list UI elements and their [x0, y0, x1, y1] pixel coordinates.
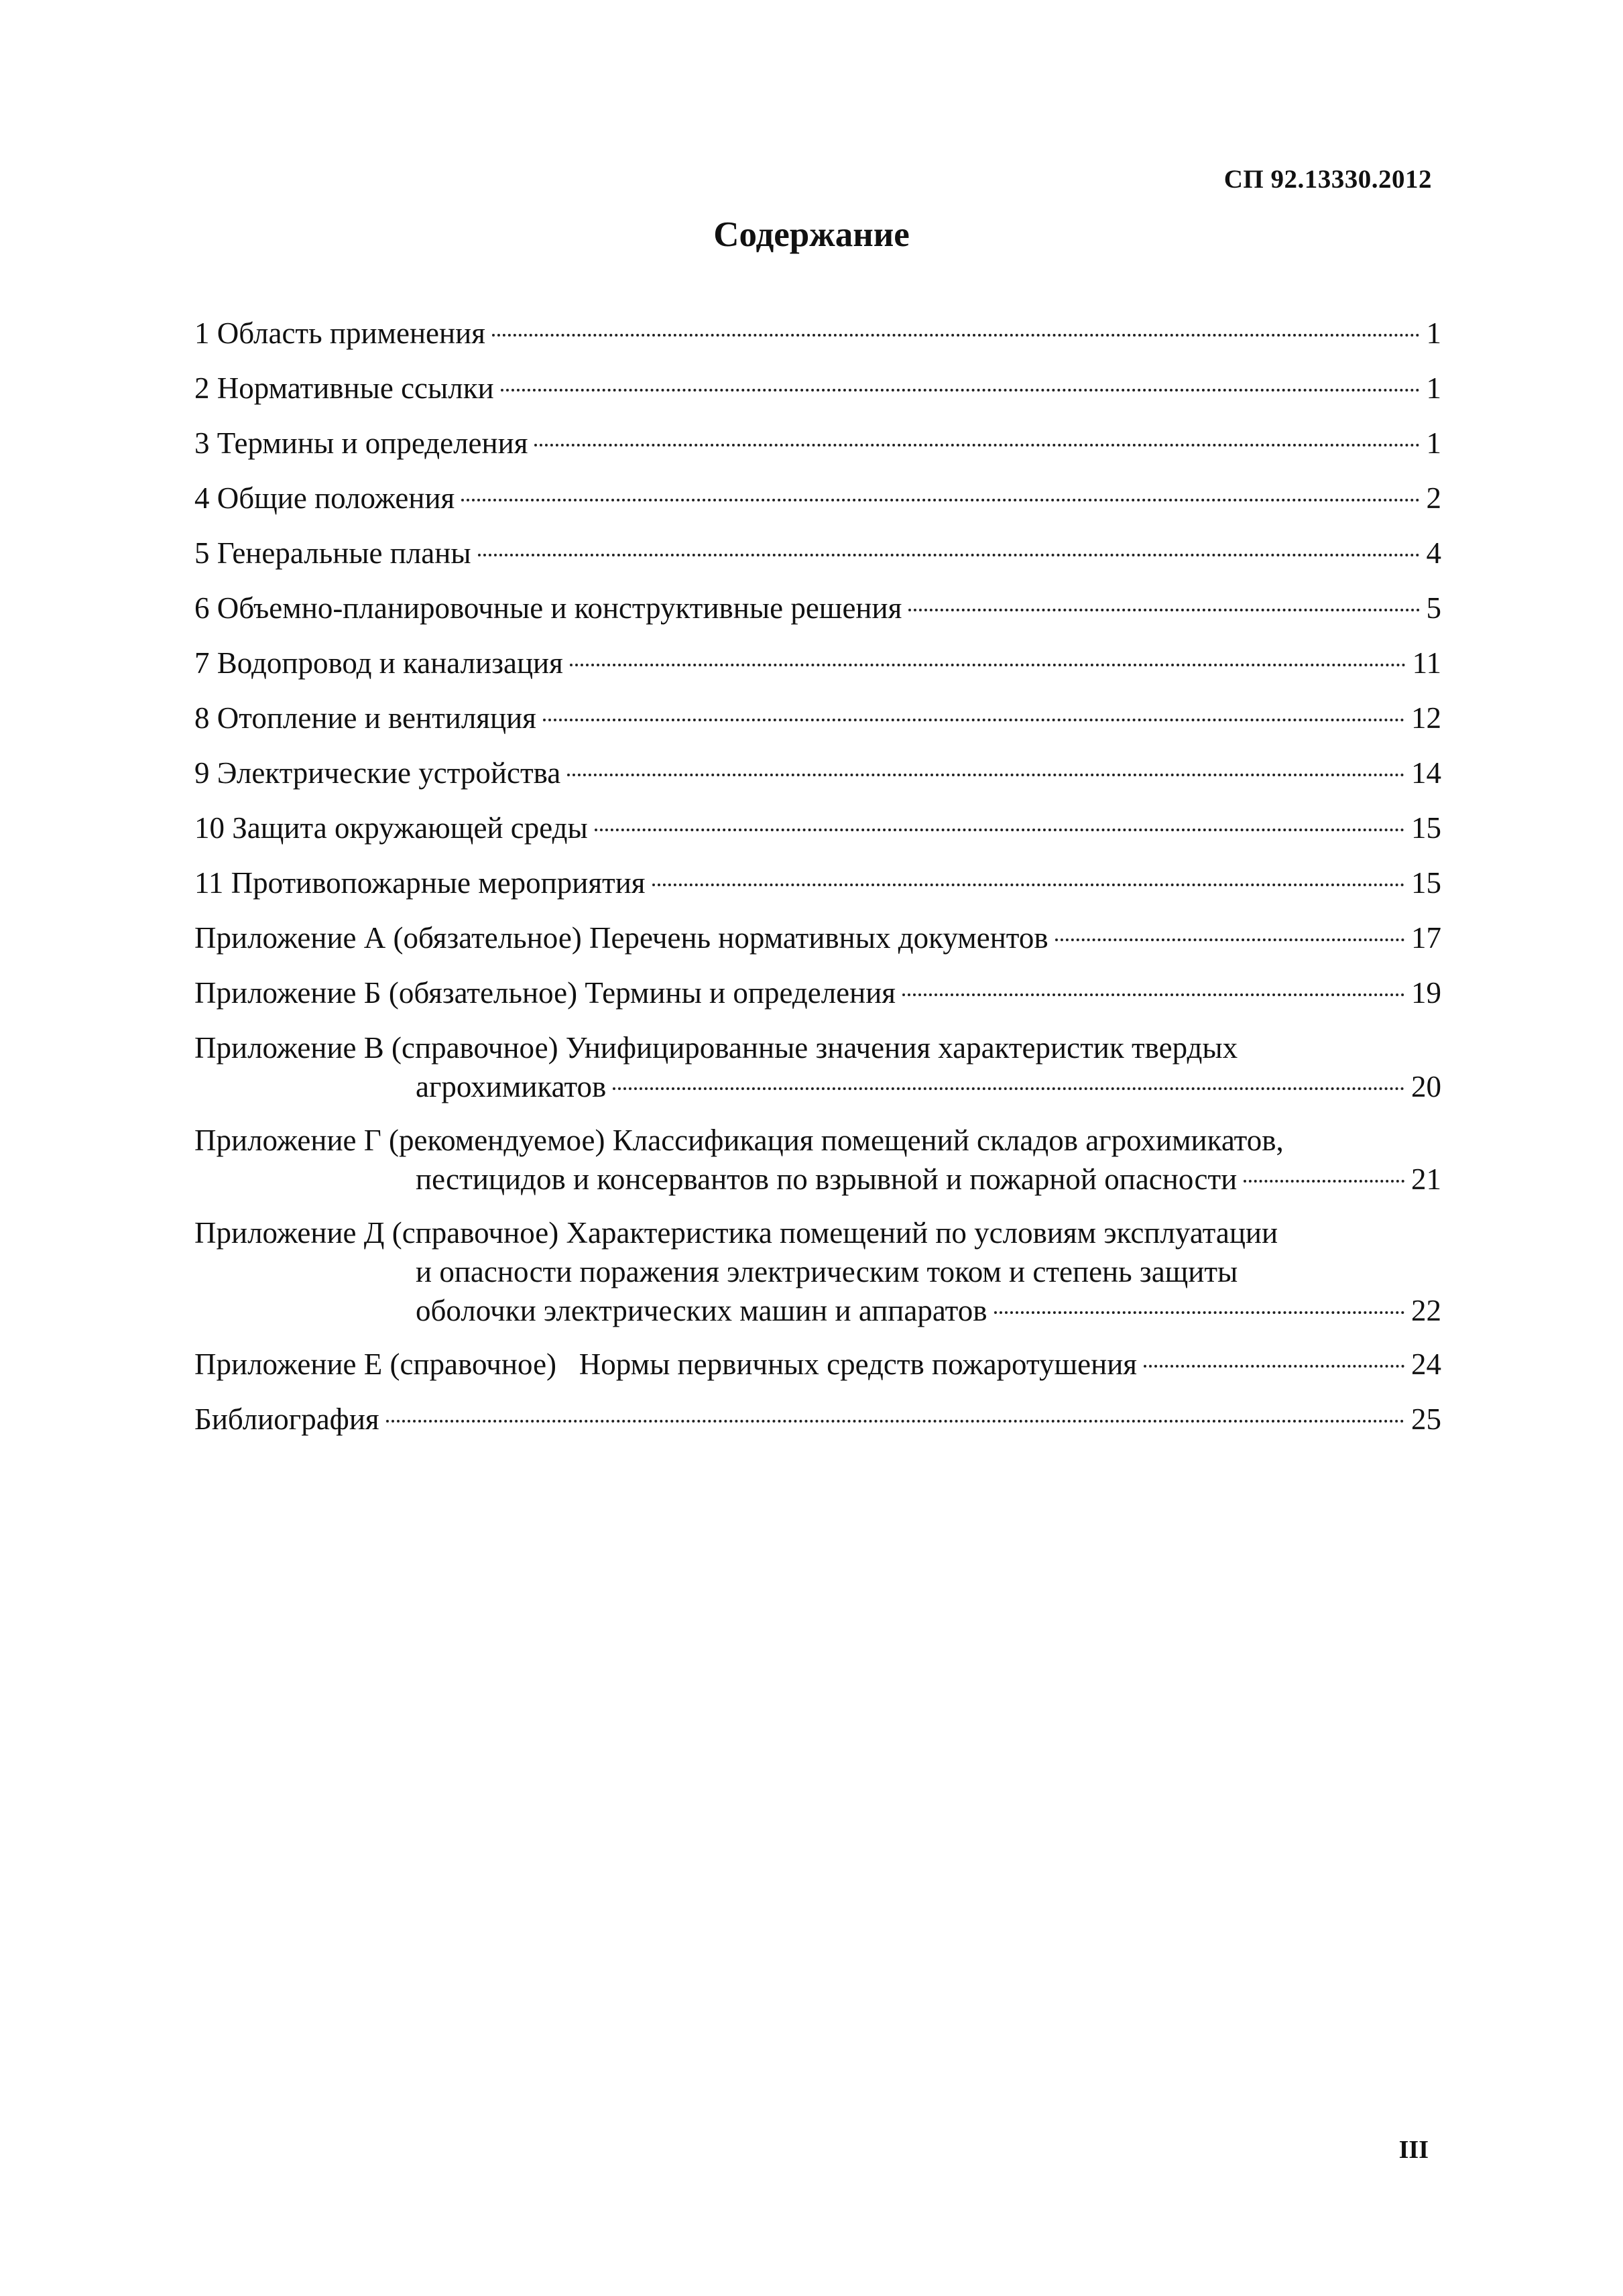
toc-entry-page-number: 25: [1411, 1402, 1441, 1436]
dot-leader: [534, 444, 1419, 446]
toc-entry-label-line: 9 Электрические устройства: [194, 756, 561, 790]
dot-leader: [570, 664, 1406, 666]
document-code: СП 92.13330.2012: [1223, 165, 1432, 194]
toc-entry: [194, 973, 1441, 1012]
toc-entry-page-number: 1: [1426, 426, 1441, 460]
toc-entry-page-number: 5: [1426, 591, 1441, 625]
toc-entry-label-line: Приложение Г (рекомендуемое) Классификация помещений складов агрохимикатов,: [194, 1124, 1284, 1157]
toc-entry-label-line: Приложение Е (справочное) Нормы первичных средств пожаротушения: [194, 1347, 1138, 1381]
dot-leader: [492, 334, 1420, 337]
toc-entry: [194, 589, 1441, 627]
toc-entry-page-number: 21: [1411, 1162, 1441, 1196]
dot-leader: [994, 1311, 1405, 1314]
toc-entry-page-number: 15: [1411, 866, 1441, 900]
toc-entry: [194, 369, 1441, 408]
toc-entry-label-line: агрохимикатов: [416, 1070, 607, 1103]
toc-entry-label-line: Библиография: [194, 1402, 379, 1436]
toc-entry-label-line: Приложение В (справочное) Унифицированные значения характеристик твердых: [194, 1031, 1238, 1065]
toc-entry-page-number: 20: [1411, 1070, 1441, 1103]
toc-entry-page-number: 19: [1411, 976, 1441, 1010]
dot-leader: [652, 884, 1405, 886]
toc-entry: [194, 1345, 1441, 1384]
toc-entry: [194, 424, 1441, 463]
toc-entry-label-line: оболочки электрических машин и аппаратов: [416, 1294, 987, 1327]
toc-entry-page-number: 17: [1411, 921, 1441, 955]
toc-entry-label-line: Приложение Б (обязательное) Термины и определения: [194, 976, 896, 1010]
dot-leader: [908, 609, 1419, 611]
toc-entry-page-number: 11: [1412, 646, 1441, 680]
toc-entry: [194, 644, 1441, 682]
page-number: III: [1398, 2136, 1429, 2164]
dot-leader: [567, 774, 1404, 776]
toc-entry-page-number: 4: [1426, 536, 1441, 570]
dot-leader: [461, 499, 1419, 501]
toc-entry-label-line: Приложение Д (справочное) Характеристика помещений по условиям эксплуатации: [194, 1216, 1278, 1250]
toc-entry: [194, 1028, 1441, 1106]
toc-entry: [194, 479, 1441, 518]
toc-entry-label-line: 1 Область применения: [194, 316, 485, 350]
toc-entry-page-number: 22: [1411, 1294, 1441, 1327]
toc-entry-page-number: 2: [1426, 481, 1441, 515]
toc-entry-label-line: 10 Защита окружающей среды: [194, 811, 588, 845]
dot-leader: [1055, 939, 1404, 941]
toc-entry: [194, 1121, 1441, 1199]
dot-leader: [386, 1420, 1404, 1423]
toc-entry-page-number: 14: [1411, 756, 1441, 790]
toc-entry-page-number: 1: [1426, 371, 1441, 405]
dot-leader: [595, 829, 1404, 831]
toc-entry-page-number: 12: [1411, 701, 1441, 735]
toc-entry-label-line: 2 Нормативные ссылки: [194, 371, 494, 405]
toc-entry-label-line: и опасности поражения электрическим током и степень защиты: [416, 1255, 1238, 1288]
toc-entry-label-line: 7 Водопровод и канализация: [194, 646, 563, 680]
dot-leader: [543, 719, 1404, 721]
toc-entry-label-line: 4 Общие положения: [194, 481, 455, 515]
toc-entry-label-line: Приложение А (обязательное) Перечень нормативных документов: [194, 921, 1048, 955]
toc-entry-label-line: 3 Термины и определения: [194, 426, 528, 460]
toc-entry-page-number: 24: [1411, 1347, 1441, 1381]
dot-leader: [501, 389, 1420, 391]
toc-entry-label-line: 11 Противопожарные мероприятия: [194, 866, 646, 900]
dot-leader: [613, 1087, 1404, 1090]
toc-entry: [194, 314, 1441, 353]
dot-leader: [902, 993, 1404, 996]
toc-entry-label-line: пестицидов и консервантов по взрывной и пожарной опасности: [416, 1162, 1238, 1196]
toc-entry-label-line: 8 Отопление и вентиляция: [194, 701, 536, 735]
toc-entry: [194, 699, 1441, 737]
toc-entry-page-number: 15: [1411, 811, 1441, 845]
dot-leader: [478, 554, 1420, 556]
toc-entry: [194, 918, 1441, 957]
toc-entry: [194, 534, 1441, 572]
page-title: Содержание: [713, 215, 910, 254]
toc-entry: [194, 1400, 1441, 1439]
toc-entry: [194, 863, 1441, 902]
toc-entry-label-line: 5 Генеральные планы: [194, 536, 471, 570]
toc-entry: [194, 1213, 1441, 1330]
toc-entry: [194, 753, 1441, 792]
toc-entry: [194, 808, 1441, 847]
table-of-contents: [194, 314, 1441, 1455]
toc-entry-page-number: 1: [1426, 316, 1441, 350]
toc-entry-label-line: 6 Объемно-планировочные и конструктивные решения: [194, 591, 902, 625]
dot-leader: [1244, 1180, 1404, 1183]
dot-leader: [1144, 1365, 1404, 1368]
